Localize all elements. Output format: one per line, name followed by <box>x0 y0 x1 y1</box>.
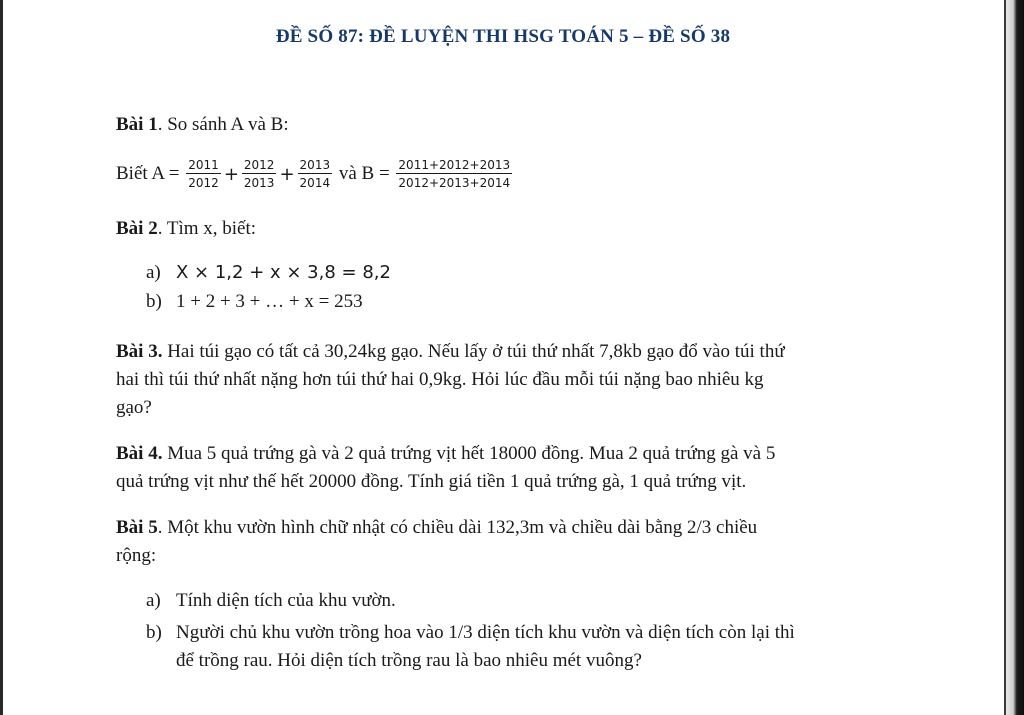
bai2-text: . Tìm x, biết: <box>157 218 257 239</box>
bai1-frac-3 <box>298 158 333 190</box>
bai1-heading <box>116 114 289 136</box>
bai1-text: . So sánh A và B: <box>157 114 289 135</box>
bai4-text-1: Mua 5 quả trứng gà và 2 quả trứng vịt hết 18000 đồng. Mua 2 quả trứng gà và 5 <box>162 443 776 464</box>
bai2-heading <box>116 218 256 240</box>
bai4-line-2: quả trứng vịt như thế hết 20000 đồng. Tính giá tiền 1 quả trứng gà, 1 quả trứng vịt. <box>116 471 747 492</box>
bai1-given <box>116 158 514 190</box>
bai1-given-prefix: Biết A = <box>116 163 180 184</box>
bai5-item-a <box>146 590 396 612</box>
bai4-label: Bài 4. <box>116 443 163 464</box>
bai1-frac-b <box>396 158 512 190</box>
bai4-line-1 <box>116 440 896 468</box>
bai5-paragraph <box>116 514 896 570</box>
bai2-a-expression: X × 1,2 + x × 3,8 = 8,2 <box>176 262 391 283</box>
bai5-a-text: Tính diện tích của khu vườn. <box>176 590 396 611</box>
bai5-b-line-2: để trồng rau. Hỏi diện tích trồng rau là bao nhiêu mét vuông? <box>176 650 642 671</box>
bai3-line-3: gạo? <box>116 397 152 418</box>
document-title: ĐỀ SỐ 87: ĐỀ LUYỆN THI HSG TOÁN 5 – ĐỀ SỐ 38 <box>275 26 731 47</box>
frac-denominator: 2012 <box>188 176 219 190</box>
plus-sign: + <box>279 163 295 185</box>
bai3-line-1 <box>116 338 896 366</box>
bai2-item-a <box>146 262 391 284</box>
frac-denominator: 2014 <box>299 176 331 190</box>
frac-numerator: 2012 <box>243 158 275 172</box>
bai1-frac-1 <box>186 158 221 190</box>
frac-numerator: 2011+2012+2013 <box>398 158 511 172</box>
list-marker: b) <box>146 622 162 643</box>
bai2-label: Bài 2 <box>116 218 158 239</box>
bai5-b-text-1: Người chủ khu vườn trồng hoa vào 1/3 diện tích khu vườn và diện tích còn lại thì <box>176 622 795 643</box>
frac-denominator: 2012+2013+2014 <box>398 176 511 190</box>
frac-numerator: 2013 <box>299 158 331 172</box>
bai3-line-2: hai thì túi thứ nhất nặng hơn túi thứ hai 0,9kg. Hỏi lúc đầu mỗi túi nặng bao nhiêu kg <box>116 369 764 390</box>
bai2-item-b <box>146 291 363 313</box>
bai3-label: Bài 3. <box>116 341 163 362</box>
bai5-label: Bài 5 <box>116 517 158 538</box>
list-marker: b) <box>146 291 162 312</box>
bai5-text-1: . Một khu vườn hình chữ nhật có chiều dài 132,3m và chiều dài bằng 2/3 chiều <box>157 517 758 538</box>
bai5-line-2: rộng: <box>116 545 157 566</box>
list-marker: a) <box>146 590 161 611</box>
bai1-frac-2 <box>242 158 277 190</box>
bai5-b-line-1 <box>146 619 906 647</box>
bai5-line-1 <box>116 514 896 542</box>
page-left-edge <box>0 0 3 715</box>
page-right-shadow <box>1006 0 1024 715</box>
bai4-paragraph <box>116 440 896 496</box>
frac-denominator: 2013 <box>243 176 275 190</box>
list-marker: a) <box>146 262 161 283</box>
frac-numerator: 2011 <box>188 158 219 172</box>
bai2-b-expression: 1 + 2 + 3 + … + x = 253 <box>176 291 363 312</box>
bai1-and-b: và B = <box>338 163 390 184</box>
plus-sign: + <box>223 163 239 185</box>
bai1-label: Bài 1 <box>116 114 158 135</box>
bai3-paragraph <box>116 338 896 422</box>
bai5-item-b <box>146 619 906 675</box>
bai3-text-1: Hai túi gạo có tất cả 30,24kg gạo. Nếu lấy ở túi thứ nhất 7,8kb gạo đổ vào túi thứ <box>162 341 785 362</box>
